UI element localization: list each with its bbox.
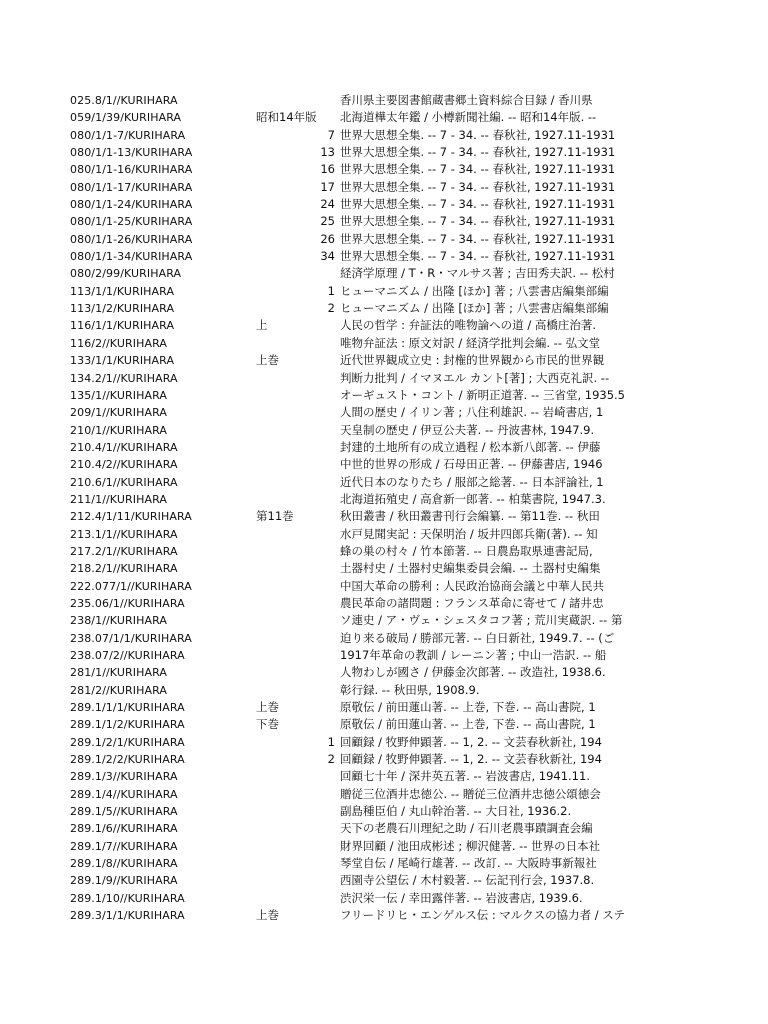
volume-number: 1 — [327, 734, 335, 749]
volume-number — [256, 560, 335, 577]
call-number: 289.1/2/2/KURIHARA — [70, 753, 185, 767]
bibliographic-title: フリードリヒ・エンゲルス伝 : マルクスの協力者 / ステ — [340, 908, 626, 923]
call-number: 210/1//KURIHARA — [70, 423, 167, 437]
bibliographic-title: 人間の歴史 / イリン著 ; 八住利雄訳. -- 岩崎書店, 1 — [340, 405, 604, 420]
volume-number: 7 — [327, 127, 335, 142]
volume-number — [256, 890, 335, 907]
volume-number — [256, 92, 335, 109]
bibliographic-title: 世界大思想全集. -- 7 - 34. -- 春秋社, 1927.11-1931 — [340, 249, 616, 264]
bibliographic-title: 回顧七十年 / 深井英五著. -- 岩波書店, 1941.11. — [340, 769, 590, 784]
catalog-row — [0, 664, 768, 681]
call-number: 289.1/7//KURIHARA — [70, 839, 178, 853]
call-number: 238/1//KURIHARA — [70, 614, 167, 628]
catalog-row — [0, 612, 768, 629]
bibliographic-title: 西園寺公望伝 / 木村毅著. -- 伝記刊行会, 1937.8. — [340, 873, 595, 888]
call-number: 238.07/2//KURIHARA — [70, 649, 185, 662]
catalog-row — [0, 820, 768, 837]
bibliographic-title: 人民の哲学 : 弁証法的唯物論への道 / 高橋庄治著. — [340, 318, 597, 333]
volume-number — [256, 595, 335, 612]
bibliographic-title: 世界大思想全集. -- 7 - 34. -- 春秋社, 1927.11-1931 — [340, 127, 616, 142]
bibliographic-title: 世界大思想全集. -- 7 - 34. -- 春秋社, 1927.11-1931 — [340, 214, 616, 229]
volume-number — [256, 508, 335, 525]
call-number: 289.1/8//KURIHARA — [70, 857, 178, 871]
volume-number: 25 — [320, 214, 335, 229]
volume-number — [256, 872, 335, 889]
call-number: 213.1/1//KURIHARA — [70, 527, 178, 541]
volume-number: 2 — [327, 752, 335, 767]
bibliographic-title: 天下の老農石川理紀之助 / 石川老農事蹟調査会編 — [340, 821, 593, 836]
volume-number: 16 — [320, 162, 335, 177]
volume-number: 26 — [320, 231, 335, 246]
volume-number: 2 — [327, 301, 335, 316]
catalog-row — [0, 456, 768, 473]
call-number: 080/1/1-25/KURIHARA — [70, 215, 193, 229]
bibliographic-title: ヒューマニズム / 出隆 [ほか] 著 ; 八雲書店編集部編 — [340, 301, 609, 316]
volume-number — [256, 699, 335, 716]
call-number: 080/1/1-7/KURIHARA — [70, 128, 186, 142]
bibliographic-title: 中国大革命の勝利 : 人民政治協商会議と中華人民共 — [340, 578, 605, 593]
bibliographic-title: 原敬伝 / 前田蓮山著. -- 上巻, 下巻. -- 高山書院, 1 — [340, 700, 596, 715]
catalog-row — [0, 265, 768, 282]
catalog-row — [0, 439, 768, 456]
bibliographic-title: 回顧録 / 牧野伸顕著. -- 1, 2. -- 文芸春秋新社, 194 — [340, 752, 602, 767]
volume-number — [256, 456, 335, 473]
catalog-row — [0, 144, 768, 161]
call-number: 134.2/1//KURIHARA — [70, 371, 178, 385]
catalog-row — [0, 92, 768, 109]
catalog-row — [0, 474, 768, 491]
call-number: 210.4/2//KURIHARA — [70, 458, 178, 472]
catalog-row — [0, 387, 768, 404]
bibliographic-title: 副島種臣伯 / 丸山幹治著. -- 大日社, 1936.2. — [340, 804, 572, 819]
bibliographic-title: 蜂の巣の村々 / 竹本節著. -- 日農島取県連書記局, — [340, 543, 593, 558]
call-number: 289.1/10//KURIHARA — [70, 891, 185, 905]
call-number: 289.1/6//KURIHARA — [70, 822, 178, 836]
volume-number — [256, 370, 335, 387]
call-number: 235.06/1//KURIHARA — [70, 596, 185, 610]
call-number: 289.1/1/2/KURIHARA — [70, 718, 185, 732]
volume-number — [256, 543, 335, 560]
catalog-row — [0, 855, 768, 872]
call-number: 289.1/1/1/KURIHARA — [70, 701, 185, 715]
call-number: 080/1/1-17/KURIHARA — [70, 180, 193, 194]
volume-number — [256, 404, 335, 421]
volume-number — [256, 907, 335, 924]
call-number: 113/1/2/KURIHARA — [70, 302, 175, 316]
bibliographic-title: 世界大思想全集. -- 7 - 34. -- 春秋社, 1927.11-1931 — [340, 145, 616, 160]
catalog-row — [0, 127, 768, 144]
bibliographic-title: 唯物弁証法 : 原文対訳 / 経済学批判会編. -- 弘文堂 — [340, 335, 601, 350]
catalog-row — [0, 716, 768, 733]
call-number: 289.1/3//KURIHARA — [70, 770, 178, 784]
call-number: 217.2/1//KURIHARA — [70, 544, 178, 558]
call-number: 289.1/5//KURIHARA — [70, 805, 178, 819]
volume-number — [256, 439, 335, 456]
catalog-row — [0, 682, 768, 699]
volume-number — [256, 630, 335, 647]
bibliographic-title: ヒューマニズム / 出隆 [ほか] 著 ; 八雲書店編集部編 — [340, 283, 609, 298]
volume-number — [256, 474, 335, 491]
bibliographic-title: 贈従三位酒井忠徳公. -- 贈従三位酒井忠徳公頌徳会 — [340, 786, 601, 801]
volume-number — [256, 855, 335, 872]
catalog-row — [0, 491, 768, 508]
volume-number — [256, 526, 335, 543]
bibliographic-title: 水戸見聞実記 : 天保明治 / 坂井四郎兵衛(著). -- 知 — [340, 526, 598, 541]
call-number: 059/1/39/KURIHARA — [70, 111, 182, 125]
catalog-row — [0, 248, 768, 265]
call-number: 080/1/1-26/KURIHARA — [70, 232, 193, 246]
volume-number — [256, 387, 335, 404]
catalog-row — [0, 422, 768, 439]
volume-number — [256, 786, 335, 803]
catalog-row — [0, 161, 768, 178]
volume-number — [256, 491, 335, 508]
call-number: 080/2/99/KURIHARA — [70, 267, 182, 281]
volume-number — [256, 803, 335, 820]
call-number: 281/2//KURIHARA — [70, 683, 167, 697]
catalog-row — [0, 907, 768, 924]
catalog-row — [0, 595, 768, 612]
call-number: 025.8/1//KURIHARA — [70, 94, 178, 107]
call-number: 210.6/1//KURIHARA — [70, 475, 178, 489]
bibliographic-title: 世界大思想全集. -- 7 - 34. -- 春秋社, 1927.11-1931 — [340, 197, 616, 212]
volume-label: 上 — [256, 318, 268, 333]
call-number: 218.2/1//KURIHARA — [70, 562, 178, 576]
bibliographic-title: 1917年革命の教訓 / レーニン著 ; 中山一浩訳. -- 船 — [340, 648, 607, 662]
bibliographic-title: 渋沢栄一伝 / 幸田露伴著. -- 岩波書店, 1939.6. — [340, 890, 583, 905]
volume-number: 13 — [320, 145, 335, 160]
volume-number — [256, 768, 335, 785]
volume-label: 下巻 — [256, 717, 279, 732]
call-number: 116/1/1/KURIHARA — [70, 319, 175, 333]
call-number: 080/1/1-16/KURIHARA — [70, 163, 193, 177]
call-number: 113/1/1/KURIHARA — [70, 284, 175, 298]
volume-number — [256, 265, 335, 282]
volume-number — [256, 317, 335, 334]
catalog-row — [0, 578, 768, 595]
catalog-row — [0, 872, 768, 889]
volume-label: 昭和14年版 — [256, 110, 317, 125]
volume-label: 上巻 — [256, 700, 279, 715]
bibliographic-title: 秋田叢書 / 秋田叢書刊行会編纂. -- 第11巻. -- 秋田 — [340, 509, 600, 524]
volume-number: 1 — [327, 283, 335, 298]
bibliographic-title: 迫り来る破局 / 勝部元著. -- 白日新社, 1949.7. -- (ご — [340, 630, 615, 645]
call-number: 133/1/1/KURIHARA — [70, 354, 175, 368]
bibliographic-title: 彰行録. -- 秋田県, 1908.9. — [340, 682, 480, 697]
volume-label: 第11巻 — [256, 509, 294, 524]
catalog-row — [0, 803, 768, 820]
bibliographic-title: 世界大思想全集. -- 7 - 34. -- 春秋社, 1927.11-1931 — [340, 179, 616, 194]
bibliographic-title: 世界大思想全集. -- 7 - 34. -- 春秋社, 1927.11-1931 — [340, 162, 616, 177]
call-number: 289.1/4//KURIHARA — [70, 787, 178, 801]
bibliographic-title: 近代日本のなりたち / 服部之総著. -- 日本評論社, 1 — [340, 474, 604, 489]
volume-number — [256, 335, 335, 352]
catalog-row — [0, 699, 768, 716]
bibliographic-title: 北海道樺太年鑑 / 小樽新聞社編. -- 昭和14年版. -- — [340, 110, 597, 125]
bibliographic-title: 農民革命の諸問題 : フランス革命に寄せて / 諸井忠 — [340, 595, 604, 610]
call-number: 212.4/1/11/KURIHARA — [70, 510, 192, 524]
bibliographic-title: 土器村史 / 土器村史編集委員会編. -- 土器村史編集 — [340, 561, 601, 576]
volume-number: 24 — [320, 197, 335, 212]
volume-number — [256, 578, 335, 595]
volume-number — [256, 664, 335, 681]
bibliographic-title: ソ連史 / ア・ヴェ・シェスタコフ著 ; 荒川実蔵訳. -- 第 — [340, 613, 623, 628]
call-number: 116/2//KURIHARA — [70, 336, 167, 350]
bibliographic-title: 回顧録 / 牧野伸顕著. -- 1, 2. -- 文芸春秋新社, 194 — [340, 734, 602, 749]
volume-number — [256, 820, 335, 837]
catalog-row — [0, 213, 768, 230]
bibliographic-title: 封建的土地所有の成立過程 / 松本新八郎著. -- 伊藤 — [340, 439, 601, 454]
catalog-row — [0, 786, 768, 803]
call-number: 281/1//KURIHARA — [70, 666, 167, 680]
call-number: 210.4/1//KURIHARA — [70, 440, 178, 454]
catalog-row — [0, 404, 768, 421]
catalog-row — [0, 508, 768, 525]
catalog-row — [0, 317, 768, 334]
catalog-row — [0, 352, 768, 369]
catalog-row — [0, 335, 768, 352]
bibliographic-title: オーギュスト・コント / 新明正道著. -- 三省堂, 1935.5 — [340, 387, 625, 402]
bibliographic-title: 原敬伝 / 前田蓮山著. -- 上巻, 下巻. -- 高山書院, 1 — [340, 717, 596, 732]
bibliographic-title: 人物わしが國さ / 伊藤金次郎著. -- 改造社, 1938.6. — [340, 665, 606, 680]
catalog-row — [0, 890, 768, 907]
call-number: 238.07/1/1/KURIHARA — [70, 631, 192, 645]
call-number: 209/1//KURIHARA — [70, 406, 167, 420]
catalog-row — [0, 231, 768, 248]
catalog-row — [0, 196, 768, 213]
call-number: 289.3/1/1/KURIHARA — [70, 909, 185, 923]
bibliographic-title: 財界回顧 / 池田成彬述 ; 柳沢健著. -- 世界の日本社 — [340, 838, 601, 853]
volume-number — [256, 838, 335, 855]
call-number: 289.1/9//KURIHARA — [70, 874, 178, 888]
call-number: 211/1//KURIHARA — [70, 492, 167, 506]
bibliographic-title: 北海道拓殖史 / 高倉新一郎著. -- 柏葉書院, 1947.3. — [340, 491, 606, 506]
call-number: 222.077/1//KURIHARA — [70, 579, 192, 593]
catalog-listing — [0, 92, 768, 942]
bibliographic-title: 世界大思想全集. -- 7 - 34. -- 春秋社, 1927.11-1931 — [340, 231, 616, 246]
bibliographic-title: 経済学原理 / T・R・マルサス著 ; 吉田秀夫訳. -- 松村 — [340, 266, 615, 281]
bibliographic-title: 天皇制の歴史 / 伊豆公夫著. -- 丹波書林, 1947.9. — [340, 422, 595, 437]
call-number: 080/1/1-34/KURIHARA — [70, 250, 193, 264]
volume-number: 34 — [320, 249, 335, 264]
bibliographic-title: 琴堂自伝 / 尾崎行雄著. -- 改訂. -- 大阪時事新報社 — [340, 856, 597, 871]
bibliographic-title: 判断力批判 / イマヌエル カント[著] ; 大西克礼訳. -- — [340, 370, 610, 385]
catalog-row — [0, 768, 768, 785]
volume-number — [256, 352, 335, 369]
bibliographic-title: 中世的世界の形成 / 石母田正著. -- 伊藤書店, 1946 — [340, 457, 603, 472]
catalog-row — [0, 838, 768, 855]
catalog-row — [0, 526, 768, 543]
catalog-row — [0, 109, 768, 126]
volume-number — [256, 109, 335, 126]
catalog-row — [0, 283, 768, 300]
catalog-row — [0, 647, 768, 664]
catalog-row — [0, 179, 768, 196]
bibliographic-title: 近代世界観成立史 : 封権的世界観から市民的世界観 — [340, 353, 605, 368]
call-number: 289.1/2/1/KURIHARA — [70, 735, 185, 749]
bibliographic-title: 香川県主要図書館蔵書郷土資料綜合目録 / 香川県 — [340, 93, 593, 107]
catalog-row — [0, 630, 768, 647]
catalog-row — [0, 370, 768, 387]
call-number: 080/1/1-24/KURIHARA — [70, 198, 193, 212]
call-number: 080/1/1-13/KURIHARA — [70, 146, 193, 160]
catalog-row — [0, 734, 768, 751]
catalog-row — [0, 300, 768, 317]
volume-label: 上巻 — [256, 908, 279, 923]
catalog-row — [0, 751, 768, 768]
volume-number — [256, 682, 335, 699]
volume-label: 上巻 — [256, 353, 279, 368]
catalog-row — [0, 560, 768, 577]
volume-number — [256, 716, 335, 733]
volume-number: 17 — [320, 179, 335, 194]
volume-number — [256, 647, 335, 664]
call-number: 135/1//KURIHARA — [70, 388, 167, 402]
catalog-row — [0, 543, 768, 560]
volume-number — [256, 422, 335, 439]
volume-number — [256, 612, 335, 629]
